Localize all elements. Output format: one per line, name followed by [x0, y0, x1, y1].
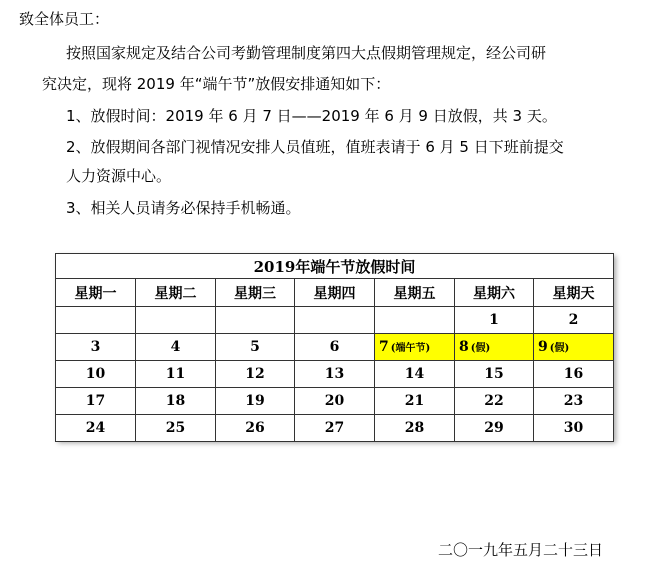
calendar-day-cell: 2 [534, 307, 614, 334]
weekday-header: 星期三 [216, 279, 295, 307]
paragraph-1-line-1: 按照国家规定及结合公司考勤管理制度第四大点假期管理规定，经公司研 [66, 44, 547, 62]
calendar-day-cell: 4 [136, 334, 216, 361]
calendar-day-cell: 25 [136, 415, 216, 442]
calendar-day-cell: 28 [375, 415, 455, 442]
calendar-day-cell [534, 334, 614, 361]
calendar-day-cell: 1 [455, 307, 534, 334]
calendar-day-cell: 16 [534, 361, 614, 388]
weekday-header: 星期天 [534, 279, 614, 307]
calendar-empty-cell [136, 307, 216, 334]
calendar-day-cell: 11 [136, 361, 216, 388]
calendar-day-cell: 24 [56, 415, 136, 442]
item-2-duty-line-2: 人力资源中心。 [66, 167, 172, 185]
holiday-day-number: 8 [459, 339, 469, 355]
calendar-day-cell: 18 [136, 388, 216, 415]
calendar-empty-cell [56, 307, 136, 334]
calendar-empty-cell [295, 307, 375, 334]
weekday-header: 星期一 [56, 279, 136, 307]
calendar-day-cell: 26 [216, 415, 295, 442]
weekday-header: 星期五 [375, 279, 455, 307]
weekday-header: 星期六 [455, 279, 534, 307]
calendar-day-cell: 10 [56, 361, 136, 388]
holiday-note: (端午节) [390, 343, 431, 354]
calendar-day-cell: 17 [56, 388, 136, 415]
greeting: 致全体员工： [19, 10, 110, 28]
calendar-day-cell: 15 [455, 361, 534, 388]
calendar-week-row [56, 388, 614, 415]
item-3-phone: 3、相关人员请务必保持手机畅通。 [66, 199, 301, 217]
weekday-header: 星期二 [136, 279, 216, 307]
holiday-calendar-table [55, 253, 614, 442]
notice-date: 二〇一九年五月二十三日 [438, 541, 604, 559]
calendar-week-row [56, 334, 614, 361]
calendar-title: 2019年端午节放假时间 [56, 254, 614, 279]
calendar-day-cell: 23 [534, 388, 614, 415]
calendar-day-cell: 14 [375, 361, 455, 388]
weekday-header: 星期四 [295, 279, 375, 307]
calendar-day-cell: 20 [295, 388, 375, 415]
calendar-empty-cell [375, 307, 455, 334]
calendar-day-cell: 19 [216, 388, 295, 415]
calendar-day-cell: 22 [455, 388, 534, 415]
item-2-duty-line-1: 2、放假期间各部门视情况安排人员值班，值班表请于 6 月 5 日下班前提交 [66, 138, 564, 156]
holiday-calendar [55, 253, 613, 440]
holiday-day-number: 7 [379, 339, 389, 355]
calendar-day-cell: 3 [56, 334, 136, 361]
calendar-week-row [56, 361, 614, 388]
calendar-day-cell [455, 334, 534, 361]
calendar-day-cell: 27 [295, 415, 375, 442]
calendar-day-cell: 5 [216, 334, 295, 361]
calendar-day-cell: 6 [295, 334, 375, 361]
calendar-day-cell: 12 [216, 361, 295, 388]
calendar-week-row [56, 415, 614, 442]
calendar-empty-cell [216, 307, 295, 334]
holiday-day-number: 9 [538, 339, 548, 355]
calendar-day-cell: 13 [295, 361, 375, 388]
item-1-holiday-time: 1、放假时间：2019 年 6 月 7 日——2019 年 6 月 9 日放假，共 3 天。 [66, 107, 557, 125]
holiday-note: (假) [470, 343, 491, 354]
calendar-day-cell: 29 [455, 415, 534, 442]
holiday-note: (假) [549, 343, 570, 354]
calendar-day-cell: 21 [375, 388, 455, 415]
calendar-day-cell: 30 [534, 415, 614, 442]
paragraph-1-line-2: 究决定，现将 2019 年“端午节”放假安排通知如下： [42, 75, 391, 93]
calendar-week-row [56, 307, 614, 334]
calendar-day-cell [375, 334, 455, 361]
